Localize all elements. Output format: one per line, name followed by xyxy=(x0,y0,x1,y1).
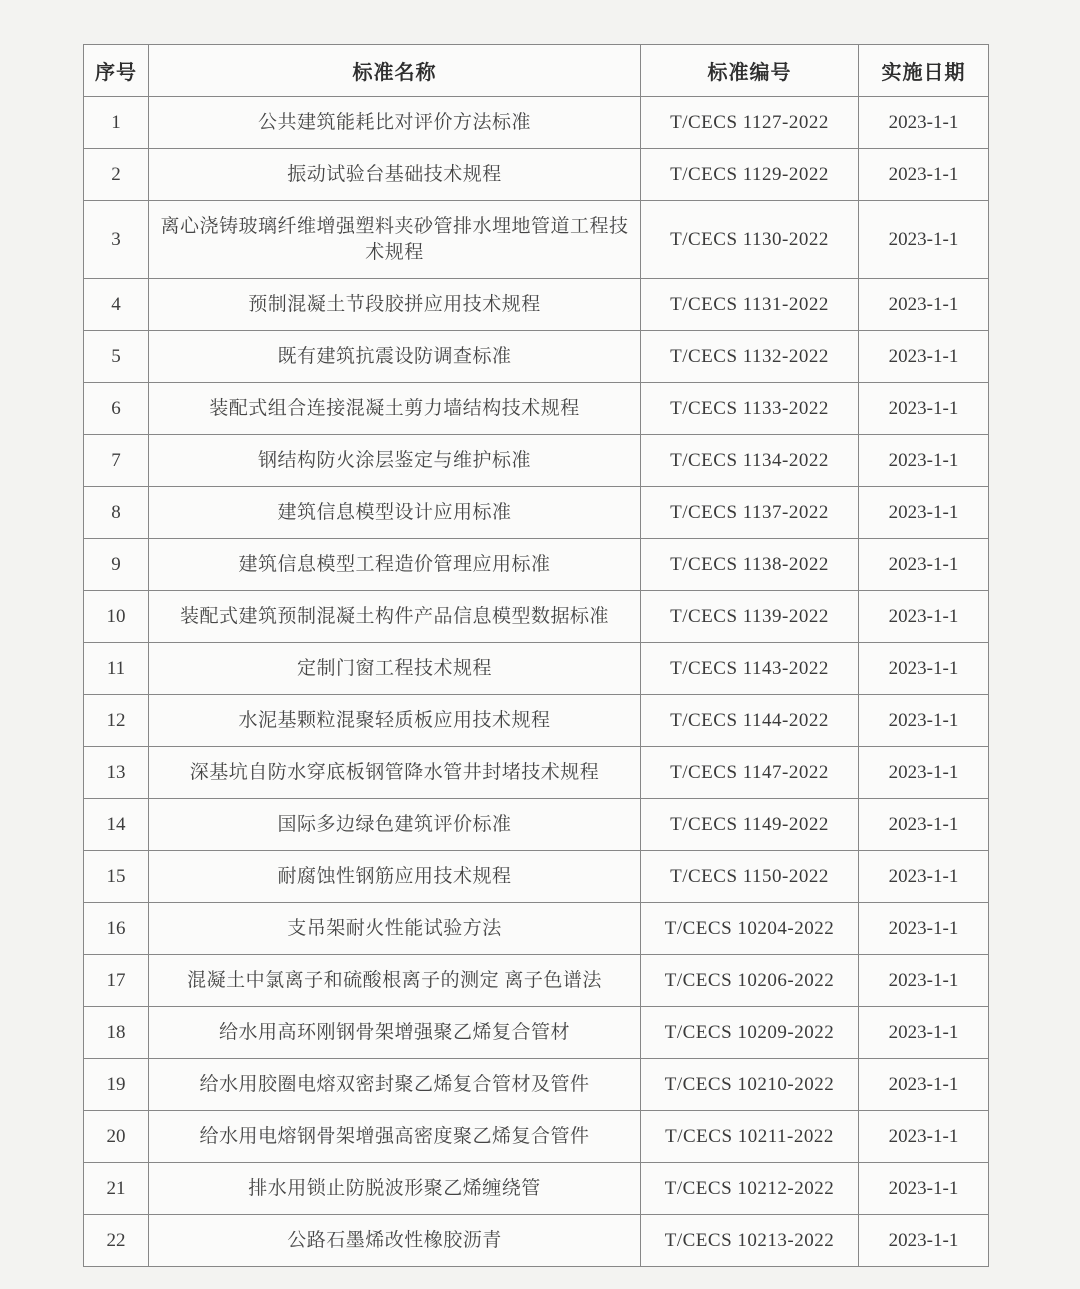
cell-date: 2023-1-1 xyxy=(859,1059,989,1111)
cell-date: 2023-1-1 xyxy=(859,643,989,695)
cell-no: 9 xyxy=(84,539,149,591)
cell-name: 离心浇铸玻璃纤维增强塑料夹砂管排水埋地管道工程技术规程 xyxy=(149,201,641,279)
cell-name: 给水用电熔钢骨架增强高密度聚乙烯复合管件 xyxy=(149,1111,641,1163)
cell-name: 耐腐蚀性钢筋应用技术规程 xyxy=(149,851,641,903)
cell-name: 水泥基颗粒混聚轻质板应用技术规程 xyxy=(149,695,641,747)
table-row xyxy=(84,201,989,279)
cell-code: T/CECS 1137-2022 xyxy=(641,487,859,539)
cell-code: T/CECS 1133-2022 xyxy=(641,383,859,435)
cell-no: 20 xyxy=(84,1111,149,1163)
cell-date: 2023-1-1 xyxy=(859,435,989,487)
cell-no: 17 xyxy=(84,955,149,1007)
cell-name: 装配式组合连接混凝土剪力墙结构技术规程 xyxy=(149,383,641,435)
cell-no: 1 xyxy=(84,97,149,149)
cell-date: 2023-1-1 xyxy=(859,331,989,383)
column-header-code: 标准编号 xyxy=(641,45,859,97)
cell-code: T/CECS 10210-2022 xyxy=(641,1059,859,1111)
cell-no: 8 xyxy=(84,487,149,539)
cell-code: T/CECS 10213-2022 xyxy=(641,1215,859,1267)
cell-date: 2023-1-1 xyxy=(859,1215,989,1267)
table-row xyxy=(84,695,989,747)
cell-name: 装配式建筑预制混凝土构件产品信息模型数据标准 xyxy=(149,591,641,643)
table-row xyxy=(84,97,989,149)
column-header-no: 序号 xyxy=(84,45,149,97)
cell-date: 2023-1-1 xyxy=(859,487,989,539)
table-row xyxy=(84,851,989,903)
table-row xyxy=(84,799,989,851)
cell-no: 10 xyxy=(84,591,149,643)
cell-no: 12 xyxy=(84,695,149,747)
cell-code: T/CECS 1130-2022 xyxy=(641,201,859,279)
cell-code: T/CECS 1150-2022 xyxy=(641,851,859,903)
cell-date: 2023-1-1 xyxy=(859,539,989,591)
cell-code: T/CECS 10209-2022 xyxy=(641,1007,859,1059)
cell-no: 13 xyxy=(84,747,149,799)
cell-no: 2 xyxy=(84,149,149,201)
cell-code: T/CECS 1144-2022 xyxy=(641,695,859,747)
cell-code: T/CECS 1143-2022 xyxy=(641,643,859,695)
cell-no: 6 xyxy=(84,383,149,435)
cell-code: T/CECS 1138-2022 xyxy=(641,539,859,591)
cell-code: T/CECS 1134-2022 xyxy=(641,435,859,487)
cell-date: 2023-1-1 xyxy=(859,97,989,149)
table-row xyxy=(84,903,989,955)
standards-table-container xyxy=(83,44,989,1267)
cell-date: 2023-1-1 xyxy=(859,695,989,747)
cell-date: 2023-1-1 xyxy=(859,799,989,851)
cell-date: 2023-1-1 xyxy=(859,1007,989,1059)
cell-name: 给水用胶圈电熔双密封聚乙烯复合管材及管件 xyxy=(149,1059,641,1111)
cell-name: 公共建筑能耗比对评价方法标准 xyxy=(149,97,641,149)
table-row xyxy=(84,149,989,201)
table-row xyxy=(84,539,989,591)
cell-no: 14 xyxy=(84,799,149,851)
cell-code: T/CECS 10204-2022 xyxy=(641,903,859,955)
table-row xyxy=(84,955,989,1007)
cell-no: 22 xyxy=(84,1215,149,1267)
cell-name: 支吊架耐火性能试验方法 xyxy=(149,903,641,955)
cell-date: 2023-1-1 xyxy=(859,149,989,201)
table-row xyxy=(84,331,989,383)
cell-code: T/CECS 1127-2022 xyxy=(641,97,859,149)
table-row xyxy=(84,1059,989,1111)
table-header-row xyxy=(84,45,989,97)
column-header-date: 实施日期 xyxy=(859,45,989,97)
table-row xyxy=(84,591,989,643)
cell-code: T/CECS 1139-2022 xyxy=(641,591,859,643)
cell-no: 3 xyxy=(84,201,149,279)
table-row xyxy=(84,383,989,435)
table-row xyxy=(84,1215,989,1267)
cell-no: 16 xyxy=(84,903,149,955)
cell-name: 钢结构防火涂层鉴定与维护标准 xyxy=(149,435,641,487)
standards-table xyxy=(83,44,989,1267)
cell-name: 建筑信息模型工程造价管理应用标准 xyxy=(149,539,641,591)
table-row xyxy=(84,643,989,695)
table-row xyxy=(84,1111,989,1163)
table-row xyxy=(84,747,989,799)
cell-name: 给水用高环刚钢骨架增强聚乙烯复合管材 xyxy=(149,1007,641,1059)
cell-no: 11 xyxy=(84,643,149,695)
cell-name: 振动试验台基础技术规程 xyxy=(149,149,641,201)
cell-name: 排水用锁止防脱波形聚乙烯缠绕管 xyxy=(149,1163,641,1215)
cell-code: T/CECS 10211-2022 xyxy=(641,1111,859,1163)
cell-name: 国际多边绿色建筑评价标准 xyxy=(149,799,641,851)
cell-date: 2023-1-1 xyxy=(859,591,989,643)
cell-no: 18 xyxy=(84,1007,149,1059)
cell-name: 建筑信息模型设计应用标准 xyxy=(149,487,641,539)
cell-code: T/CECS 10212-2022 xyxy=(641,1163,859,1215)
cell-name: 混凝土中氯离子和硫酸根离子的测定 离子色谱法 xyxy=(149,955,641,1007)
table-row xyxy=(84,435,989,487)
cell-name: 公路石墨烯改性橡胶沥青 xyxy=(149,1215,641,1267)
cell-name: 深基坑自防水穿底板钢管降水管井封堵技术规程 xyxy=(149,747,641,799)
cell-date: 2023-1-1 xyxy=(859,1111,989,1163)
cell-date: 2023-1-1 xyxy=(859,201,989,279)
cell-code: T/CECS 1149-2022 xyxy=(641,799,859,851)
cell-no: 15 xyxy=(84,851,149,903)
cell-date: 2023-1-1 xyxy=(859,747,989,799)
table-row xyxy=(84,1007,989,1059)
cell-date: 2023-1-1 xyxy=(859,955,989,1007)
cell-no: 19 xyxy=(84,1059,149,1111)
cell-code: T/CECS 1132-2022 xyxy=(641,331,859,383)
table-row xyxy=(84,1163,989,1215)
cell-date: 2023-1-1 xyxy=(859,851,989,903)
cell-code: T/CECS 1129-2022 xyxy=(641,149,859,201)
cell-date: 2023-1-1 xyxy=(859,279,989,331)
cell-name: 定制门窗工程技术规程 xyxy=(149,643,641,695)
cell-name: 既有建筑抗震设防调查标准 xyxy=(149,331,641,383)
cell-code: T/CECS 1131-2022 xyxy=(641,279,859,331)
cell-no: 21 xyxy=(84,1163,149,1215)
cell-code: T/CECS 1147-2022 xyxy=(641,747,859,799)
cell-no: 4 xyxy=(84,279,149,331)
cell-no: 5 xyxy=(84,331,149,383)
table-row xyxy=(84,487,989,539)
table-row xyxy=(84,279,989,331)
cell-date: 2023-1-1 xyxy=(859,903,989,955)
cell-code: T/CECS 10206-2022 xyxy=(641,955,859,1007)
cell-date: 2023-1-1 xyxy=(859,383,989,435)
cell-name: 预制混凝土节段胶拼应用技术规程 xyxy=(149,279,641,331)
cell-date: 2023-1-1 xyxy=(859,1163,989,1215)
cell-no: 7 xyxy=(84,435,149,487)
column-header-name: 标准名称 xyxy=(149,45,641,97)
